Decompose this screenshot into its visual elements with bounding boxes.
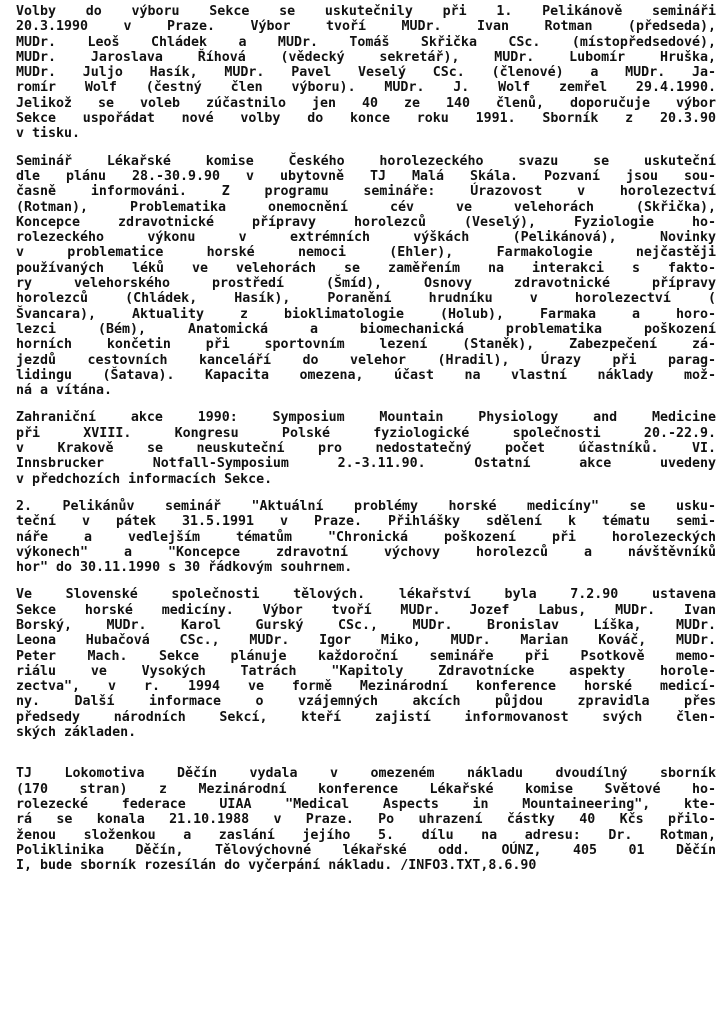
text-line: zectva", v r. 1994 ve formě Mezinárodní konference horské medicí- [16,679,716,695]
text-line: Peter Mach. Sekce plánuje každoroční semináře při Psotkově memo- [16,648,716,664]
text-line: Leona Hubačová CSc., MUDr. Igor Miko, MUDr. Marian Kováč, MUDr. [16,633,716,649]
text-line: romír Wolf (čestný člen výboru). MUDr. J. Wolf zemřel 29.4.1990. [16,80,716,96]
text-line: (Rotman), Problematika onemocnění cév ve velehorách (Skřička), [16,199,716,215]
document-page [16,4,716,885]
text-line: TJ Lokomotiva Děčín vydala v omezeném nákladu dvoudílný sborník [16,766,716,782]
text-line: Seminář Lékařské komise Českého horolezeckého svazu se uskuteční [16,153,716,169]
spacer [16,752,716,766]
text-line: časně informováni. Z programu semináře: Úrazovost v horolezectví [16,184,716,200]
text-line: rolezecké federace UIAA "Medical Aspects in Mountaineering", kte- [16,796,716,812]
text-line: dle plánu 28.-30.9.90 v ubytovně TJ Malá Skála. Pozvaní jsou sou- [16,168,716,184]
text-line: Koncepce zdravotnické přípravy horolezců (Veselý), Fyziologie ho- [16,214,716,230]
text-line: lezci (Bém), Anatomická a biomechanická problematika poškození [16,321,716,337]
text-line: MUDr. Leoš Chládek a MUDr. Tomáš Skřička CSc. (místopředsedové), [16,34,716,50]
text-line: (170 stran) z Mezinárodní konference Lékařské komise Světové ho- [16,781,716,797]
paragraph-seminar-program [16,154,716,399]
text-line: 2. Pelikánův seminář "Aktuální problémy horské medicíny" se usku- [16,498,716,514]
paragraph-proceedings [16,766,716,873]
text-line: v tisku. [16,126,81,142]
text-line: I, bude sborník rozesílán do vyčerpání nákladu. /INFO3.TXT,8.6.90 [16,858,537,874]
text-line: v Krakově se neuskuteční pro nedostatečný počet účastníků. VI. [16,441,716,457]
text-line: ná a vítána. [16,383,113,399]
text-line: Švancara), Aktuality z bioklimatologie (Holub), Farmaka a horo- [16,306,716,322]
text-line: ny. Další informace o vzájemných akcích půjdou zpravidla přes [16,694,716,710]
text-line: Sekce horské medicíny. Výbor tvoří MUDr. Jozef Labus, MUDr. Ivan [16,602,716,618]
paragraph-foreign-events [16,410,716,486]
text-line: ských základen. [16,725,137,741]
text-line: při XVIII. Kongresu Polské fyziologické společnosti 20.-22.9. [16,425,716,441]
text-line: Jelikož se voleb zúčastnilo jen 40 ze 140 členů, doporučuje výbor [16,95,716,111]
text-line: MUDr. Jaroslava Říhová (vědecký sekretář), MUDr. Lubomír Hruška, [16,49,716,65]
text-line: Zahraniční akce 1990: Symposium Mountain Physiology and Medicine [16,410,716,426]
text-line: ry velehorského prostředí (Šmíd), Osnovy zdravotnické přípravy [16,276,716,292]
text-line: ženou složenkou a zaslání jejího 5. dílu na adresu: Dr. Rotman, [16,827,716,843]
paragraph-committee-elections [16,4,716,142]
text-line: Innsbrucker Notfall-Symposium 2.-3.11.90. Ostatní akce uvedeny [16,456,716,472]
paragraph-slovak-section [16,587,716,740]
text-line: předsedy národních Sekcí, kteří zajistí informovanost svých člen- [16,709,716,725]
text-line: v předchozích informacích Sekce. [16,471,273,487]
text-line: výkonech" a "Koncepce zdravotní výchovy horolezců a návštěvníků [16,544,716,560]
text-line: rolezeckého výkonu v extrémních výškách (Pelikánová), Novinky [16,230,716,246]
text-line: horních končetin při sportovním lezení (Staněk), Zabezpečení zá- [16,337,716,353]
text-line: rá se konala 21.10.1988 v Praze. Po uhrazení částky 40 Kčs přilo- [16,812,716,828]
text-line: Borský, MUDr. Karol Gurský CSc., MUDr. Bronislav Líška, MUDr. [16,617,716,633]
text-line: teční v pátek 31.5.1991 v Praze. Přihlášky sdělení k tématu semi- [16,514,716,530]
text-line: hor" do 30.11.1990 s 30 řádkovým souhrnem. [16,560,353,576]
text-line: v problematice horské nemoci (Ehler), Farmakologie nejčastěji [16,245,716,261]
text-line: Sekce uspořádat nové volby do konce roku 1991. Sborník z 20.3.90 [16,111,716,127]
text-line: jezdů cestovních kanceláří do velehor (Hradil), Úrazy při parag- [16,352,716,368]
text-line: Poliklinika Děčín, Tělovýchovné lékařské odd. OÚNZ, 405 01 Děčín [16,842,716,858]
text-line: lidingu (Šatava). Kapacita omezena, účast na vlastní náklady mož- [16,367,716,383]
text-line: náře a vedlejším tématům "Chronická poškození při horolezeckých [16,529,716,545]
text-line: používaných léků ve velehorách se zaměřením na interakci s fakto- [16,260,716,276]
text-line: Ve Slovenské společnosti tělových. lékařství byla 7.2.90 ustavena [16,587,716,603]
paragraph-second-seminar [16,499,716,575]
text-line: horolezců (Chládek, Hasík), Poranění hrudníku v horolezectví ( [16,291,716,307]
text-line: Volby do výboru Sekce se uskutečnily při 1. Pelikánově semináři [16,4,716,19]
text-line: riálu ve Vysokých Tatrách "Kapitoly Zdravotnícke aspekty horole- [16,663,716,679]
text-line: MUDr. Juljo Hasík, MUDr. Pavel Veselý CSc. (členové) a MUDr. Ja- [16,65,716,81]
text-line: 20.3.1990 v Praze. Výbor tvoří MUDr. Ivan Rotman (předseda), [16,19,716,35]
